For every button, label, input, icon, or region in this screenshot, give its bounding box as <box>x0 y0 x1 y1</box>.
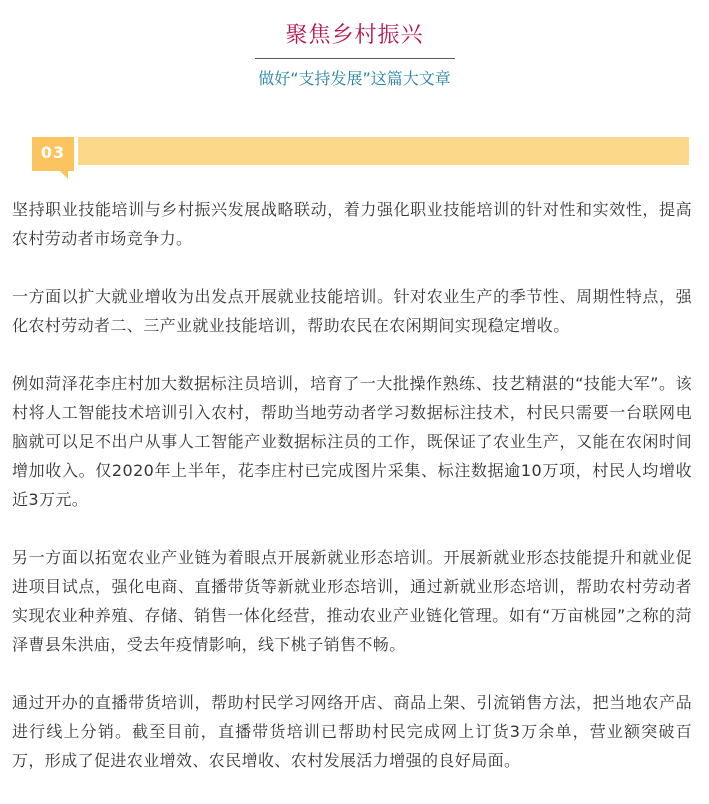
section-banner <box>32 137 689 167</box>
article-header <box>0 18 709 91</box>
paragraph: 通过开办的直播带货培训，帮助村民学习网络开店、商品上架、引流销售方法，把当地农产品进行线上分销。截至目前，直播带货培训已帮助村民完成网上订货3万余单，营业额突破百万，形成了促进农业增效、农民增收、农村发展活力增强的良好局面。 <box>12 693 692 770</box>
page-title: 聚焦乡村振兴 <box>285 23 424 48</box>
section-number: 03 <box>40 143 66 162</box>
article-body <box>12 195 692 804</box>
paragraph: 另一方面以拓宽农业产业链为着眼点开展新就业形态培训。开展新就业形态技能提升和就业促进项目试点，强化电商、直播带货等新就业形态培训，通过新就业形态培训，帮助农村劳动者实现农业种养殖、存储、销售一体化经营，推动农业产业链化管理。如有“万亩桃园”之称的菏泽曹县朱洪庙，受去年疫情影响，线下桃子销售不畅。 <box>12 548 692 654</box>
title-divider <box>255 58 455 59</box>
paragraph: 一方面以扩大就业增收为出发点开展就业技能培训。针对农业生产的季节性、周期性特点，强化农村劳动者二、三产业就业技能培训，帮助农民在农闲期间实现稳定增收。 <box>12 287 692 335</box>
page-subtitle: 做好“支持发展”这篇大文章 <box>258 69 451 88</box>
paragraph: 坚持职业技能培训与乡村振兴发展战略联动，着力强化职业技能培训的针对性和实效性，提高农村劳动者市场竞争力。 <box>12 200 692 248</box>
paragraph: 例如菏泽花李庄村加大数据标注员培训，培育了一大批操作熟练、技艺精湛的“技能大军”。该村将人工智能技术培训引入农村，帮助当地劳动者学习数据标注技术，村民只需要一台联网电脑就可以足不出户从事人工智能产业数据标注员的工作，既保证了农业生产，又能在农闲时间增加收入。仅2020年上半年，花李庄村已完成图片采集、标注数据逾10万项，村民人均增收近3万元。 <box>12 374 692 509</box>
section-banner-bar <box>78 137 689 165</box>
